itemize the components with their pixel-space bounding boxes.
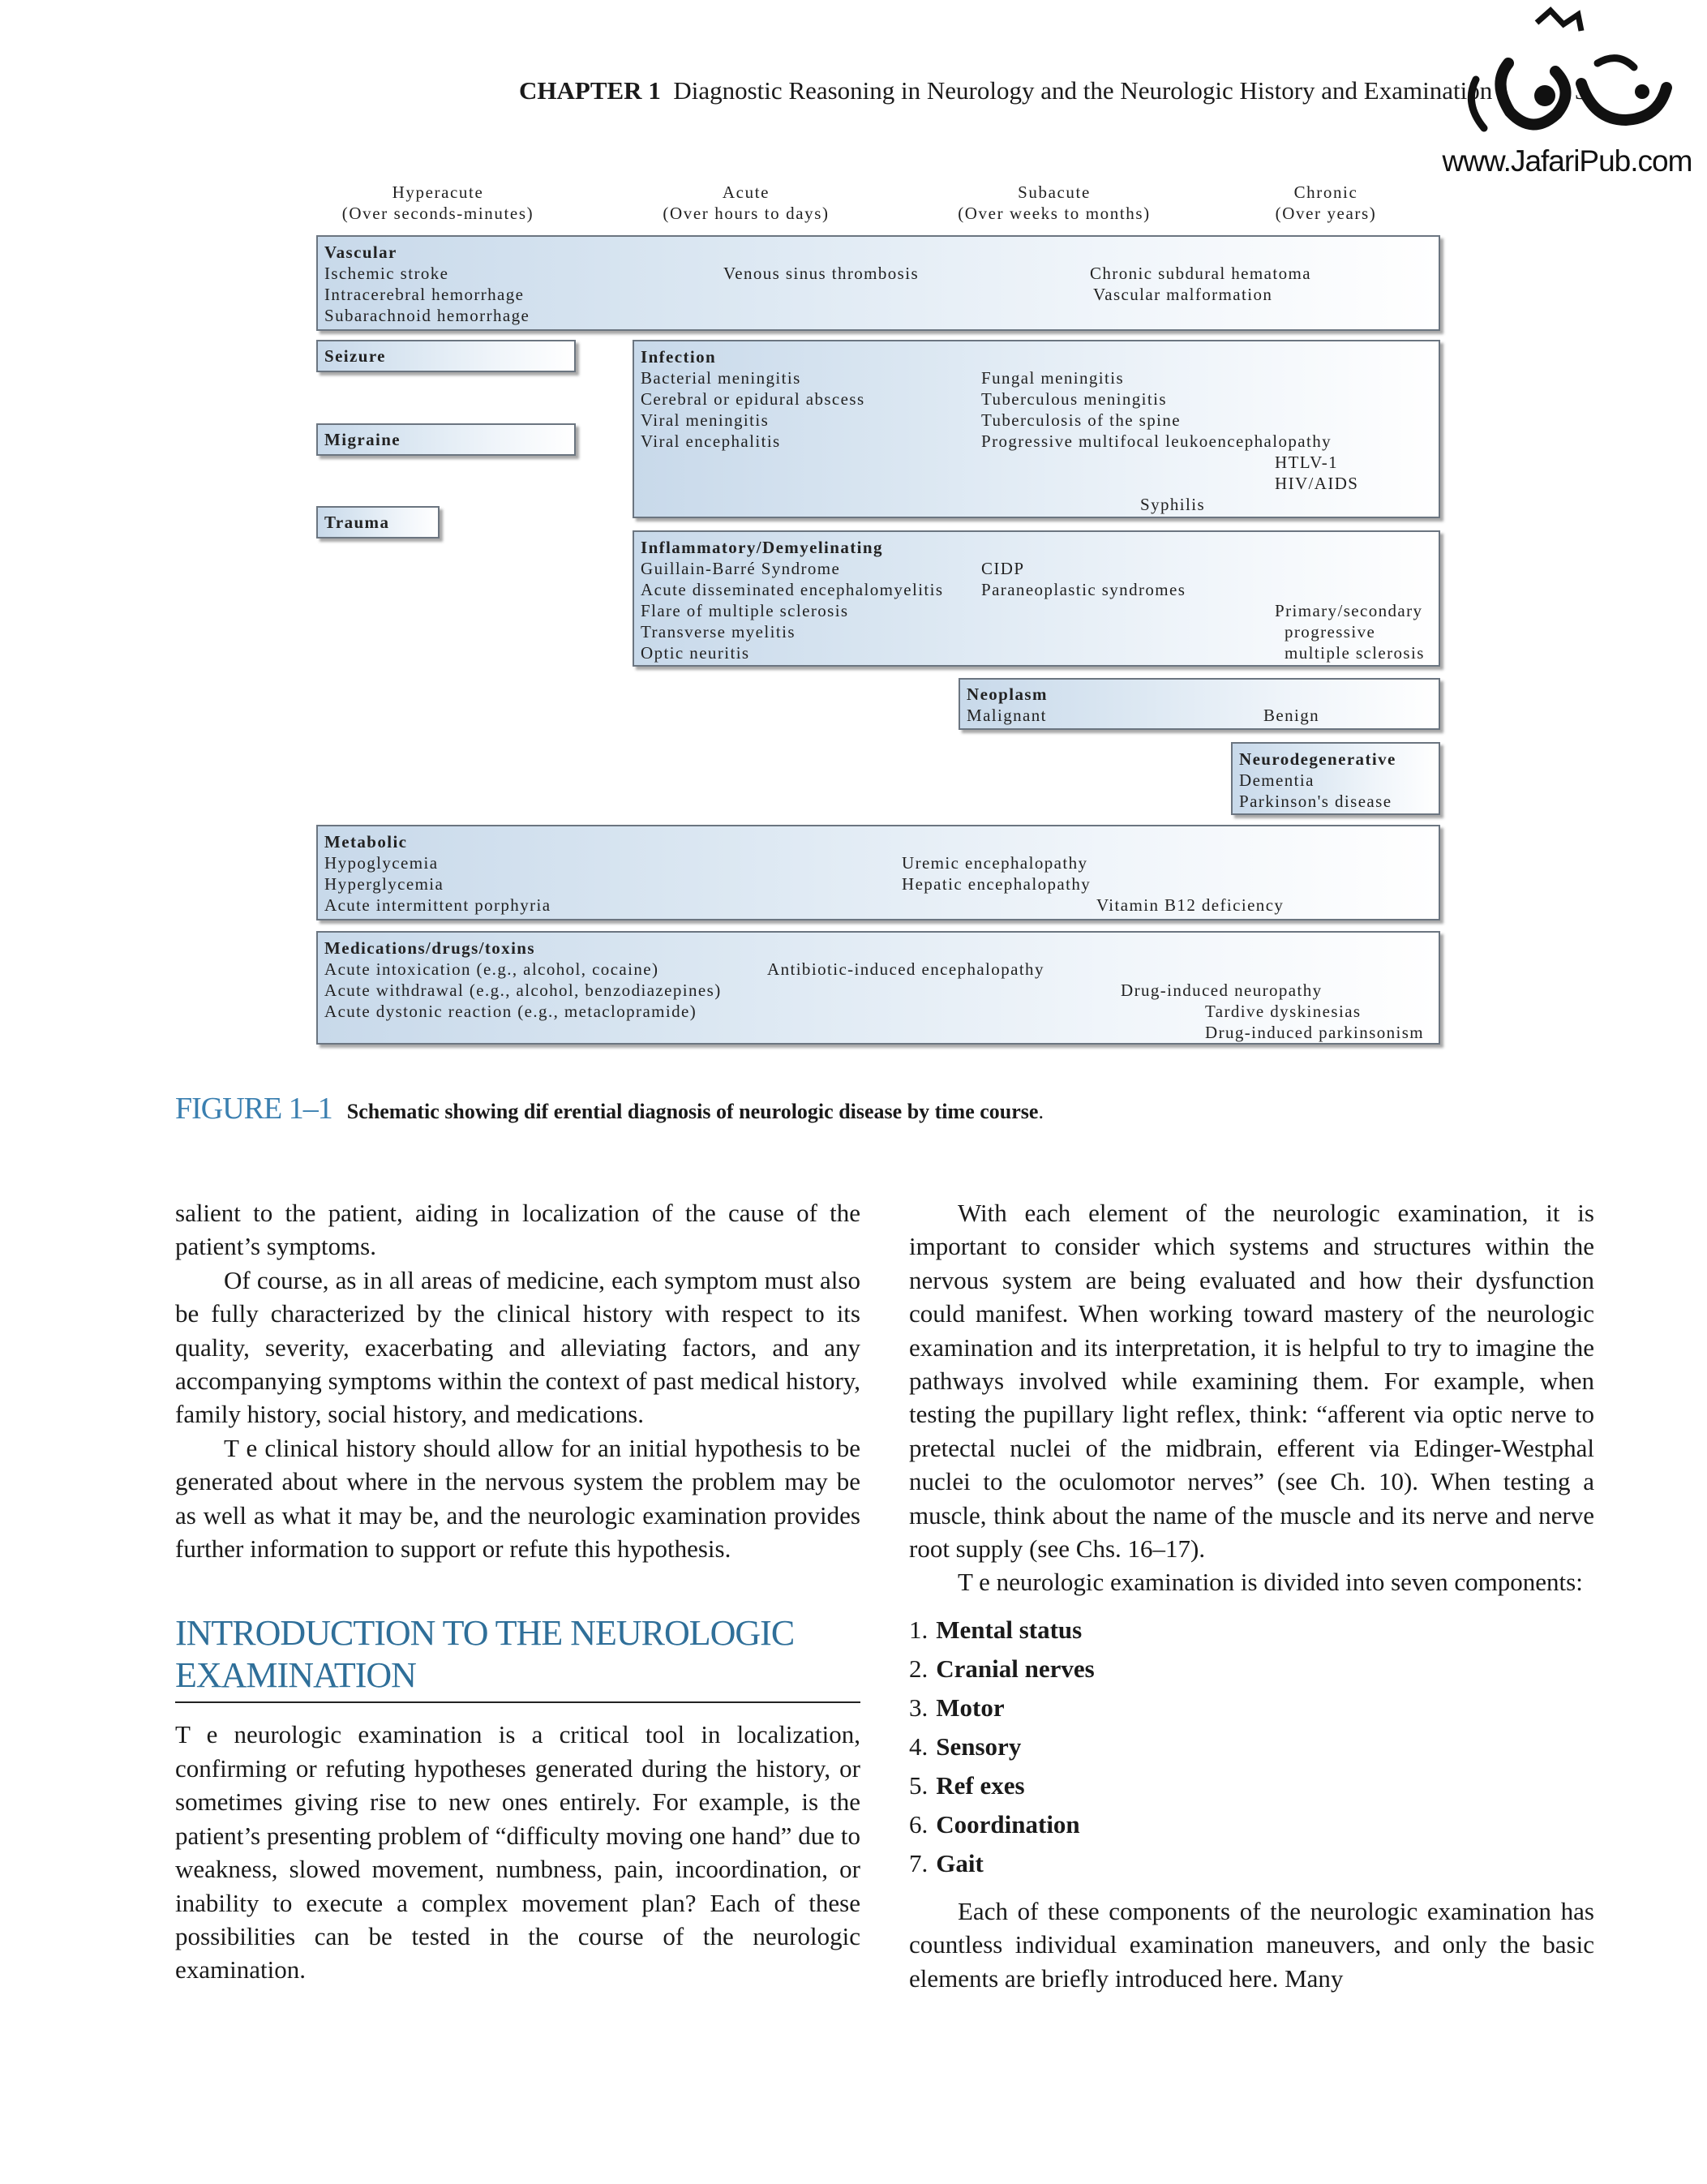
inflammatory-box (633, 530, 1440, 667)
migraine-box (316, 423, 576, 456)
list-item: Bacterial meningitis (641, 368, 801, 388)
list-item (909, 1727, 1594, 1766)
list-label: Motor (936, 1693, 1005, 1722)
column-header-acute (641, 182, 851, 224)
list-item: Intracerebral hemorrhage (324, 285, 525, 304)
calligraphy-logo-icon (1460, 6, 1679, 144)
list-item: Uremic encephalopathy (902, 853, 1088, 873)
body-column-left (175, 1196, 860, 1987)
list-item: Acute intoxication (e.g., alcohol, cocaine) (324, 959, 659, 979)
column-range: (Over seconds-minutes) (341, 204, 534, 223)
list-number: 4. (909, 1731, 929, 1761)
box-title: Neurodegenerative (1239, 749, 1396, 769)
list-item: Subarachnoid hemorrhage (324, 306, 530, 325)
list-item: Venous sinus thrombosis (723, 264, 920, 283)
list-item: Acute disseminated encephalomyelitis (641, 580, 944, 599)
list-item: Viral encephalitis (641, 431, 781, 451)
box-title: Medications/drugs/toxins (324, 938, 535, 958)
chapter-title: Diagnostic Reasoning in Neurology and the Neurologic History and Examination (673, 76, 1493, 105)
list-item: Antibiotic-induced encephalopathy (767, 959, 1044, 979)
list-item (909, 1805, 1594, 1844)
list-item: Cerebral or epidural abscess (641, 389, 865, 409)
list-label: Cranial nerves (936, 1654, 1095, 1683)
list-item (909, 1844, 1594, 1883)
list-item: HIV/AIDS (1275, 474, 1359, 493)
column-header-chronic (1265, 182, 1387, 224)
vascular-box (316, 235, 1440, 331)
list-item: Tuberculosis of the spine (981, 410, 1181, 430)
paragraph: T e neurologic examination is a critical tool in localization, confirming or refuting hypotheses generated during the history, or sometimes giving rise to new ones entirely. For example, is the patient’s presenting problem of “difficulty moving one hand” due to weakness, slowed movement, numbness, pain, incoordination, or inability to execute a complex movement plan? Each of these possibilities can be tested in the course of the neurologic examination. (175, 1720, 860, 1984)
paragraph: T e neurologic examination is divided into seven components: (958, 1568, 1583, 1597)
box-title: Trauma (324, 513, 390, 532)
list-item (909, 1611, 1594, 1650)
box-title: Metabolic (324, 832, 408, 852)
paragraph: Each of these components of the neurologic examination has countless individual examination maneuvers, and only the basic elements are briefly introduced here. Many (909, 1896, 1594, 1993)
caption-label: FIGURE 1–1 (175, 1092, 332, 1126)
list-number: 1. (909, 1615, 929, 1644)
list-item: Primary/secondary (1275, 601, 1423, 620)
list-item: Vascular malformation (1093, 285, 1273, 304)
box-title: Seizure (324, 346, 386, 366)
list-item: Progressive multifocal leukoencephalopathy (981, 431, 1332, 451)
list-item: Transverse myelitis (641, 622, 796, 641)
list-item (909, 1688, 1594, 1727)
list-number: 6. (909, 1809, 929, 1839)
column-title: Subacute (1018, 182, 1091, 202)
neoplasm-box (959, 678, 1440, 730)
column-range: (Over weeks to months) (958, 204, 1151, 223)
list-label: Coordination (936, 1809, 1080, 1839)
list-number: 7. (909, 1848, 929, 1877)
list-item: Hypoglycemia (324, 853, 439, 873)
list-item: Optic neuritis (641, 643, 750, 663)
list-item: Acute withdrawal (e.g., alcohol, benzodiazepines) (324, 980, 722, 1000)
neurodegenerative-box (1231, 742, 1440, 815)
section-heading: INTRODUCTION TO THE NEUROLOGIC EXAMINATION (175, 1612, 860, 1703)
list-label: Gait (936, 1848, 984, 1877)
list-item: Syphilis (1140, 495, 1206, 514)
list-label: Ref exes (936, 1770, 1025, 1800)
caption-text: Schematic showing dif erential diagnosis of neurologic disease by time course (346, 1100, 1039, 1123)
box-title: Neoplasm (967, 684, 1048, 704)
list-item: Flare of multiple sclerosis (641, 601, 849, 620)
list-item: Viral meningitis (641, 410, 770, 430)
running-header (519, 76, 1492, 105)
list-number: 3. (909, 1693, 929, 1722)
box-title: Infection (641, 347, 717, 367)
list-label: Mental status (936, 1615, 1083, 1644)
list-item: Benign (1263, 706, 1320, 725)
list-item: Fungal meningitis (981, 368, 1125, 388)
list-item: Drug-induced parkinsonism (1205, 1023, 1425, 1042)
page-number: 3 (1575, 76, 1588, 105)
paragraph: salient to the patient, aiding in localization of the cause of the patient’s symptoms. (175, 1199, 860, 1261)
box-title: Migraine (324, 430, 401, 449)
medications-box (316, 931, 1440, 1045)
infection-box (633, 340, 1440, 518)
list-item: multiple sclerosis (1285, 643, 1425, 663)
list-item: Paraneoplastic syndromes (981, 580, 1186, 599)
list-label: Sensory (936, 1731, 1022, 1761)
list-number: 5. (909, 1770, 929, 1800)
list-item: Parkinson's disease (1239, 792, 1392, 811)
list-item: progressive (1285, 622, 1376, 641)
trauma-box (316, 506, 440, 538)
watermark-url: www.JafariPub.com (1442, 144, 1692, 178)
publisher-logo (1427, 6, 1707, 177)
paragraph: T e clinical history should allow for an initial hypothesis to be generated about where in the nervous system the problem may be as well as what it may be, and the neurologic examination provides further information to support or refute this hypothesis. (175, 1433, 860, 1564)
box-title: Inflammatory/Demyelinating (641, 538, 883, 557)
list-item: CIDP (981, 559, 1025, 578)
column-header-hyperacute (316, 182, 560, 224)
list-item: Tardive dyskinesias (1205, 1002, 1362, 1021)
body-column-right (909, 1196, 1594, 1995)
metabolic-box (316, 825, 1440, 920)
list-item (909, 1650, 1594, 1688)
column-range: (Over hours to days) (663, 204, 830, 223)
list-number: 2. (909, 1654, 929, 1683)
list-item: Ischemic stroke (324, 264, 449, 283)
chapter-label: CHAPTER 1 (519, 76, 661, 105)
caption-end: . (1038, 1100, 1044, 1123)
seizure-box (316, 340, 576, 372)
list-item: Hyperglycemia (324, 874, 444, 894)
figure-caption (175, 1091, 1044, 1126)
list-item: Acute dystonic reaction (e.g., metaclopramide) (324, 1002, 697, 1021)
column-title: Hyperacute (392, 182, 484, 202)
list-item: Chronic subdural hematoma (1090, 264, 1311, 283)
column-title: Chronic (1293, 182, 1358, 202)
list-item: Acute intermittent porphyria (324, 895, 551, 915)
list-item: Dementia (1239, 770, 1315, 790)
box-title: Vascular (324, 242, 397, 262)
column-title: Acute (722, 182, 770, 202)
paragraph: Of course, as in all areas of medicine, each symptom must also be fully characterized by the clinical history with respect to its quality, severity, exacerbating and alleviating factors, and any accompanying symptoms within the context of past medical history, family history, social history, and medications. (175, 1265, 860, 1429)
paragraph: With each element of the neurologic examination, it is important to consider which systems and structures within the nervous system are being evaluated and how their dysfunction could manifest. When working toward mastery of the neurologic examination and its interpretation, it is helpful to try to imagine the pathways involved while examining them. For example, when testing the pupillary light reflex, think: “afferent via optic nerve to pretectal nuclei of the midbrain, efferent via Edinger-Westphal nuclei to the oculomotor nerves” (see Ch. 10). When testing a muscle, think about the name of the muscle and its nerve and nerve root supply (see Chs. 16–17). (909, 1199, 1594, 1564)
exam-components-list (909, 1611, 1594, 1883)
list-item: Guillain-Barré Syndrome (641, 559, 841, 578)
list-item: Drug-induced neuropathy (1121, 980, 1323, 1000)
list-item: Tuberculous meningitis (981, 389, 1167, 409)
list-item: Malignant (967, 706, 1047, 725)
list-item: Hepatic encephalopathy (902, 874, 1092, 894)
column-header-subacute (941, 182, 1168, 224)
list-item: HTLV-1 (1275, 453, 1339, 472)
list-item (909, 1766, 1594, 1805)
list-item: Vitamin B12 deficiency (1096, 895, 1285, 915)
column-range: (Over years) (1275, 204, 1377, 223)
